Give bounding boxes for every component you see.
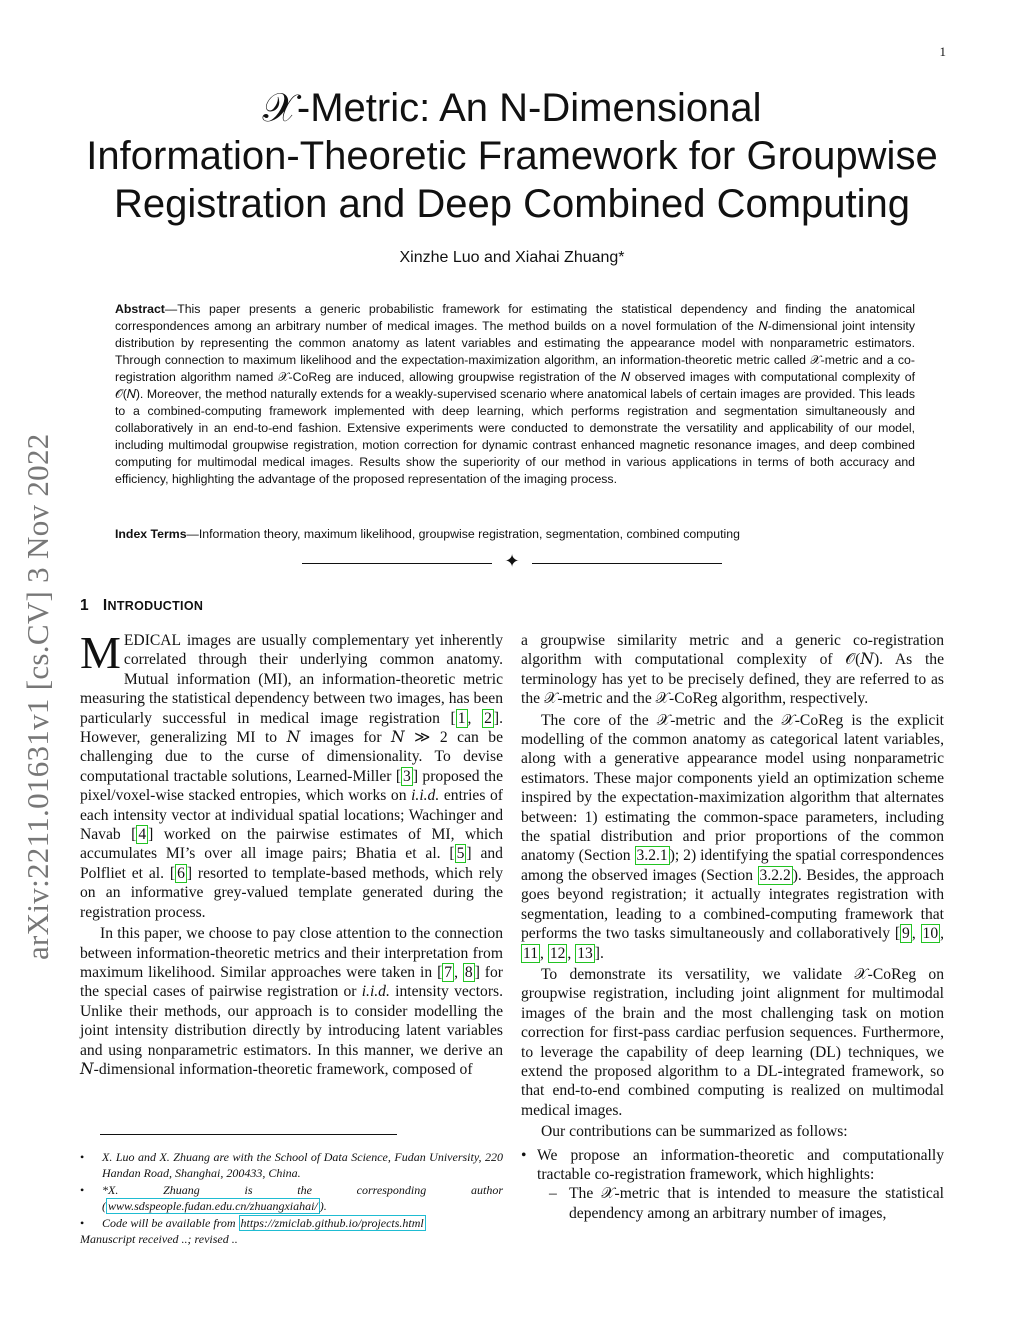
bullet-icon: • — [521, 1146, 527, 1164]
code-link[interactable]: https://zmiclab.github.io/projects.html — [240, 1216, 424, 1230]
section-link[interactable]: 3.2.1 — [636, 847, 668, 865]
text-run: . However, generalizing MI to 𝑁 images for 𝑁 ≫ 2 can be challenging due to the curse of dimensionality. To devise computational tractable solutions, Learned-Miller — [80, 709, 503, 785]
text-run: i.i.d. — [411, 787, 440, 805]
citation-link[interactable]: 2 — [484, 709, 492, 727]
text-run: The core of the 𝒳-metric and the 𝒳-CoReg is the explicit modelling of the common anatomy as categorical latent variables, along with a generative appearance model using nonparametric estimators. These major components yield an optimization scheme inspired by the expectation-maximization algorithm that alternates between: 1) estimating the common-space parameters, including the spatial distribution and prior proportions of the common anatomy (Section — [521, 711, 944, 865]
divider-rule-right — [532, 563, 722, 564]
intro-paragraph-4: The core of the 𝒳-metric and the 𝒳-CoReg is the explicit modelling of the common anatomy as categorical latent variables, along with a generative appearance model using nonparametric estimators. These major components yield an optimization scheme inspired by the expectation-maximization algorithm that alternates between: 1) estimating the common-space parameters, including the spatial distribution and prior proportions of the common anatomy (Section 3.2.1 ); 2) identifying the spatial correspondences among the observed images (Section 3.2.2 ). Besides, the approach goes beyond registration; it actually integrates registration with segmentation, leading to a combined-computing framework that performs the two tasks simultaneously and collaboratively [ 9 , 10 , 11 , 12 , 13 ]. — [521, 711, 945, 962]
dropcap-rest: EDICAL — [123, 632, 182, 649]
title-line-2: Information-Theoretic Framework for Groupwise — [86, 134, 938, 178]
title-line-1: 𝒳-Metric: An N-Dimensional — [262, 86, 762, 130]
footnotes — [80, 1150, 503, 1234]
title-line-3: Registration and Deep Combined Computing — [113, 182, 910, 226]
dropcap: M — [80, 627, 121, 678]
paper-title — [60, 84, 964, 228]
text-run: and Polfliet et al. — [80, 845, 503, 882]
dash-icon: – — [549, 1185, 557, 1203]
homepage-link[interactable]: www.sdspeople.fudan.edu.cn/zhuangxiahai/ — [108, 1198, 318, 1213]
index-terms-label: Index Terms — [115, 527, 187, 541]
text-run: for the special cases of pairwise registration or — [80, 963, 503, 1001]
footnote-rule — [100, 1134, 397, 1135]
text-run: resorted to template-based methods, which rely on an informative grey-valued template generated during the registration process. — [80, 864, 503, 921]
footnote-text: Code will be available from — [102, 1216, 239, 1230]
citation-link[interactable]: 10 — [922, 925, 939, 943]
left-column — [80, 627, 503, 1079]
text-run: images are usually complementary yet inherently correlated through their underlying common anatomy. Mutual information (MI), an information-theoretic metric measuring the statistical dependency between two images, has been particularly successful in medical image registration — [80, 632, 503, 727]
citation-link[interactable]: 1 — [457, 709, 466, 727]
authors: Xinzhe Luo and Xiahai Zhuang* — [399, 249, 625, 266]
footnote-text: ). — [319, 1198, 327, 1213]
citation-link[interactable]: 7 — [444, 963, 453, 981]
footnote-text: *X. Zhuang is the corresponding author ( — [102, 1183, 503, 1213]
intro-paragraph-3: a groupwise similarity metric and a generic co-registration algorithm with computational complexity of 𝒪(𝑁). As the terminology has yet to be precisely defined, they are referred to as the 𝒳-metric and the 𝒳-CoReg algorithm, respectively. — [521, 632, 944, 708]
section-title-initial: I — [102, 597, 108, 614]
citation-link[interactable]: 9 — [902, 925, 910, 943]
text-run: worked on the pairwise estimates of MI, which accumulates MI’s over all image pairs; Bhatia et al. — [80, 826, 503, 863]
section-heading — [80, 597, 203, 615]
intro-paragraph-1: MEDICAL images are usually complementary yet inherently correlated through their underlying common anatomy. Mutual information (MI), an information-theoretic metric measuring the statistical dependency between two images, has been particularly successful in medical image registration [ 1 , 2 ]. However, generalizing MI to 𝑁 images for 𝑁 ≫ 2 can be challenging due to the curse of dimensionality. To devise computational tractable solutions, Learned-Miller [ 3 ] proposed the pixel/voxel-wise stacked entropies, which works on i.i.d. entries of each intensity vector at individual spatial locations; Wachinger and Navab [ 4 ] worked on the pairwise estimates of MI, which accumulates MI’s over all image pairs; Bhatia et al. [ 5 ] and Polfliet et al. [ 6 ] resorted to template-based methods, which rely on an informative grey-valued template generated during the registration process. — [80, 627, 503, 921]
citation-link[interactable]: 11 — [523, 944, 539, 962]
text-run: proposed the pixel/voxel-wise stacked entropies, which works on — [80, 767, 503, 805]
citation-link[interactable]: 6 — [177, 864, 185, 882]
intro-paragraph-5: To demonstrate its versatility, we validate 𝒳-CoReg on groupwise registration, including joint alignment for multimodal images of the brain and the most challenging task on motion correction for first-pass cardiac perfusion sequences. Furthermore, to leverage the capability of deep learning (DL) techniques, we extend the proposed algorithm to a DL-integrated framework, so that end-to-end combined computing is realized on multimodal medical images. — [521, 965, 944, 1119]
text-run: . — [600, 944, 604, 962]
footnote-corresponding-author — [80, 1183, 503, 1214]
contributions-list — [521, 1146, 944, 1224]
section-title-rest: NTRODUCTION — [107, 599, 204, 613]
index-terms — [115, 527, 915, 541]
text-run: ); 2) identifying the spatial correspondences among the observed images (Section — [521, 847, 944, 884]
sub-list-item — [537, 1184, 944, 1223]
list-item-text: We propose an information-theoretic and computationally tractable co-registration framework, which highlights: — [537, 1146, 944, 1183]
citation-link[interactable]: 5 — [456, 845, 465, 863]
bullet-icon: • — [80, 1150, 85, 1164]
section-number: 1 — [80, 597, 89, 614]
bullet-icon: • — [80, 1183, 85, 1197]
contributions-lead: Our contributions can be summarized as follows: — [541, 1123, 848, 1141]
divider-star-icon: ✦ — [504, 551, 520, 571]
sub-list — [537, 1184, 944, 1223]
section-divider — [302, 553, 722, 573]
abstract — [115, 301, 915, 488]
abstract-label: Abstract — [115, 302, 165, 316]
index-terms-text: —Information theory, maximum likelihood, groupwise registration, segmentation, combined computing — [186, 527, 740, 541]
section-link[interactable]: 3.2.2 — [759, 866, 791, 884]
text-run: intensity vectors. Unlike their methods, our approach is to consider modelling the joint intensity distribution directly by introducing latent variables and using nonparametric estimators. In this manner, we derive an 𝑁-dimensional information-theoretic framework, composed of — [80, 983, 503, 1078]
divider-rule-left — [302, 563, 492, 564]
footnote-code — [80, 1216, 503, 1232]
arxiv-identifier: arXiv:2211.01631v1 [cs.CV] 3 Nov 2022 — [20, 433, 55, 960]
intro-paragraph-2: In this paper, we choose to pay close attention to the connection between information-theoretic metrics and their interpretation from maximum likelihood. Similar approaches were taken in [ 7 , 8 ] for the special cases of pairwise registration or i.i.d. intensity vectors. Unlike their methods, our approach is to consider modelling the joint intensity distribution directly by introducing latent variables and using nonparametric estimators. In this manner, we derive an 𝑁-dimensional information-theoretic framework, composed of — [80, 925, 503, 1078]
text-run: i.i.d. — [361, 983, 390, 1001]
citation-link[interactable]: 3 — [403, 767, 411, 785]
abstract-text: —This paper presents a generic probabilistic framework for estimating the statistical dependency and finding the anatomical correspondences among an arbitrary number of medical images. The method builds on a novel formulation of the 𝑁-dimensional joint intensity distribution by representing the common anatomy as latent variables and estimating the appearance model with nonparametric estimators. Through connection to maximum likelihood and the expectation-maximization algorithm, an information-theoretic metric called 𝒳-metric and a co-registration algorithm named 𝒳-CoReg are induced, allowing groupwise registration of the 𝑁 observed images with computational complexity of 𝒪(𝑁). Moreover, the method naturally extends for a weakly-supervised scenario where anatomical labels of certain images are provided. This leads to a combined-computing framework implemented with deep learning, which performs registration and segmentation simultaneously and collaboratively in an end-to-end fashion. Extensive experiments were conducted to demonstrate the versatility and applicability of our model, including multimodal groupwise registration, motion correction for dynamic contrast enhanced magnetic resonance images, and deep combined computing for multimodal medical images. Results show the superiority of our method in various applications in terms of both accuracy and efficiency, highlighting the advantage of the proposed representation of the imaging process. — [115, 302, 915, 486]
footnote-text: X. Luo and X. Zhuang are with the School of Data Science, Fudan University, 220 Handan Road, Shanghai, 200433, China. — [102, 1150, 503, 1180]
list-item-text: The 𝒳-metric that is intended to measure the statistical dependency among an arbitrary number of images, — [569, 1185, 944, 1222]
manuscript-note: Manuscript received ..; revised .. — [80, 1232, 238, 1246]
bullet-icon: • — [80, 1216, 85, 1230]
footnote-affiliation — [80, 1150, 503, 1181]
citation-link[interactable]: 12 — [549, 944, 566, 962]
citation-link[interactable]: 8 — [464, 963, 473, 981]
right-column — [521, 631, 944, 1223]
text-run: In this paper, we choose to pay close attention to the connection between information-theoretic metrics and their interpretation from maximum likelihood. Similar approaches were taken in — [80, 925, 503, 981]
citation-link[interactable]: 4 — [138, 826, 147, 844]
citation-link[interactable]: 13 — [577, 944, 593, 962]
text-run: entries of each intensity vector at individual spatial locations; Wachinger and Navab — [80, 787, 503, 844]
page-number: 1 — [939, 44, 946, 59]
list-item — [521, 1146, 944, 1224]
text-run: ). Besides, the approach goes beyond registration; it actually integrates registration with segmentation, leading to a combined-computing framework that performs the two tasks simultaneously and collaboratively — [521, 866, 944, 943]
